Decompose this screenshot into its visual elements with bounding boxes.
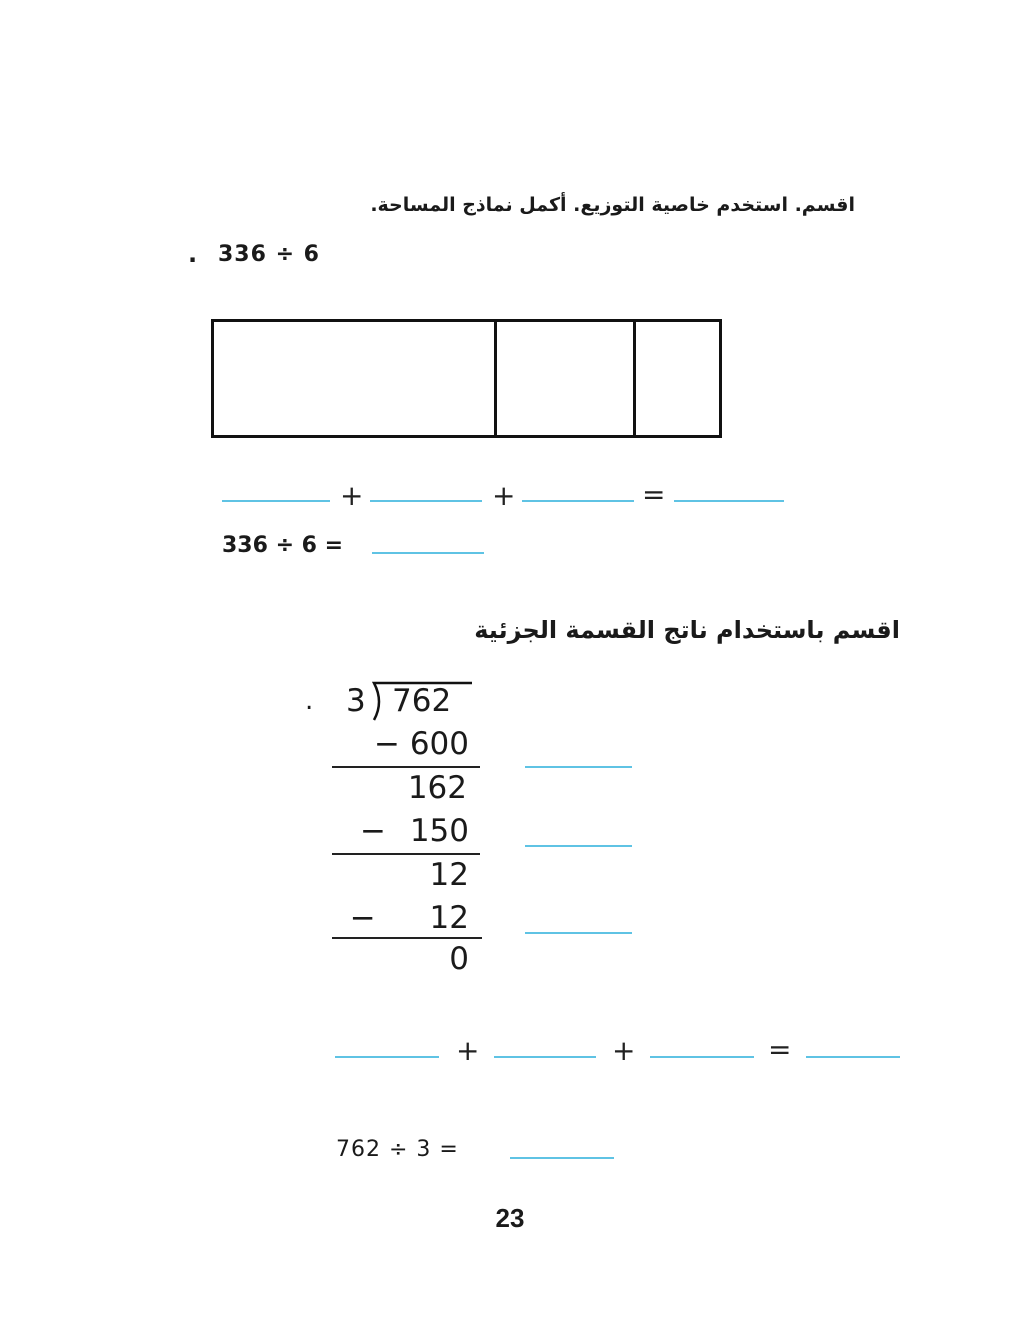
- step-subtract-600: − 600: [374, 726, 469, 762]
- area-cell-3[interactable]: [637, 323, 719, 435]
- answer-blank[interactable]: [806, 1056, 900, 1058]
- plus-sign: +: [456, 1034, 480, 1067]
- result-equation-762: 762 ÷ 3 =: [336, 1137, 459, 1162]
- answer-blank[interactable]: [335, 1056, 439, 1058]
- answer-blank[interactable]: [372, 552, 484, 554]
- answer-blank[interactable]: [370, 500, 482, 502]
- answer-blank[interactable]: [510, 1157, 614, 1159]
- partial-quotient-blank[interactable]: [525, 845, 632, 847]
- problem-bullet: .: [188, 240, 198, 268]
- problem-336-div-6: 336 ÷ 6: [218, 242, 320, 267]
- problem-bullet: .: [305, 686, 314, 716]
- page-number: 23: [495, 1203, 525, 1233]
- divisor: 3: [346, 683, 366, 719]
- partial-quotient-blank[interactable]: [525, 932, 632, 934]
- dividend: 762: [392, 683, 452, 719]
- step-remainder-0: 0: [449, 941, 469, 977]
- answer-blank[interactable]: [674, 500, 784, 502]
- instruction-distributive: اقسم. استخدم خاصية التوزيع. أكمل نماذج المساحة.: [370, 194, 855, 216]
- answer-blank[interactable]: [494, 1056, 596, 1058]
- answer-blank[interactable]: [522, 500, 634, 502]
- step-subtract-150: − 150: [360, 813, 469, 849]
- answer-blank[interactable]: [222, 500, 330, 502]
- area-model-divider-1: [494, 321, 497, 437]
- step-remainder-12: 12: [429, 857, 469, 893]
- plus-sign: +: [612, 1034, 636, 1067]
- step-remainder-162: 162: [407, 770, 467, 806]
- plus-sign: +: [492, 479, 516, 512]
- plus-sign: +: [340, 479, 364, 512]
- equals-sign: =: [642, 478, 666, 511]
- equals-sign: =: [768, 1033, 792, 1066]
- area-cell-2[interactable]: [498, 323, 632, 435]
- step-subtract-12: − 12: [349, 900, 469, 936]
- instruction-partial-quotients: اقسم باستخدام ناتج القسمة الجزئية: [474, 616, 900, 644]
- division-rule: [332, 766, 480, 768]
- area-model-divider-2: [633, 321, 636, 437]
- division-rule: [332, 853, 480, 855]
- answer-blank[interactable]: [650, 1056, 754, 1058]
- partial-quotient-blank[interactable]: [525, 766, 632, 768]
- division-rule: [332, 937, 482, 939]
- area-cell-1[interactable]: [215, 323, 493, 435]
- result-equation-336: 336 ÷ 6 =: [222, 533, 344, 558]
